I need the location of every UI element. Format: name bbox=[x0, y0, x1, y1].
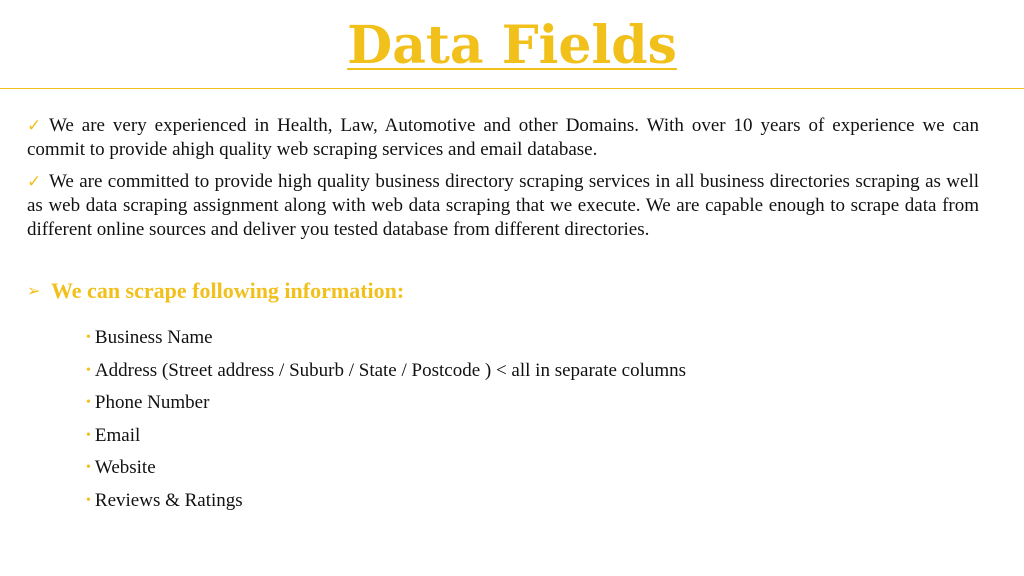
experience-text: We are very experienced in Health, Law, Automotive and other Domains. With over 10 years of experience we can commit to provide ahigh quality web scraping services and email database. bbox=[27, 115, 979, 160]
checkmark-icon: ✓ bbox=[27, 172, 42, 192]
bullet-icon: • bbox=[86, 362, 91, 378]
field-business-name: Business Name bbox=[94, 327, 213, 348]
slide-title bbox=[0, 8, 1024, 84]
checkmark-icon: ✓ bbox=[27, 116, 42, 136]
bullet-icon: • bbox=[86, 460, 91, 475]
field-address: Address (Street address / Suburb / State / Postcode ) < all in separate columns bbox=[94, 359, 687, 381]
commitment-paragraph bbox=[27, 170, 979, 242]
list-item bbox=[86, 387, 686, 420]
list-item bbox=[86, 452, 686, 485]
arrow-bullet-icon: ➢ bbox=[27, 281, 41, 300]
bullet-icon: • bbox=[86, 492, 91, 508]
list-item bbox=[86, 420, 686, 453]
list-item bbox=[86, 322, 686, 355]
list-item bbox=[86, 355, 686, 388]
list-item bbox=[86, 485, 686, 518]
scrape-info-heading-text: We can scrape following information: bbox=[51, 278, 405, 303]
field-email: Email bbox=[94, 424, 141, 446]
bullet-icon: • bbox=[86, 427, 91, 443]
experience-paragraph bbox=[27, 114, 979, 162]
slide-title-text: Data Fields bbox=[347, 15, 677, 76]
scrape-info-heading bbox=[27, 277, 404, 305]
bullet-icon: • bbox=[86, 330, 91, 345]
field-phone: Phone Number bbox=[94, 392, 210, 413]
bullet-icon: • bbox=[86, 395, 91, 410]
field-website: Website bbox=[94, 457, 156, 478]
data-fields-list bbox=[86, 322, 686, 517]
title-divider bbox=[0, 88, 1024, 89]
commitment-text: We are committed to provide high quality business directory scraping services in all business directories scraping as well as web data scraping assignment along with web data scraping that we execute. We are capable enough to scrape data from different online sources and deliver you tested database from different directories. bbox=[27, 171, 979, 240]
field-reviews: Reviews & Ratings bbox=[94, 489, 243, 511]
